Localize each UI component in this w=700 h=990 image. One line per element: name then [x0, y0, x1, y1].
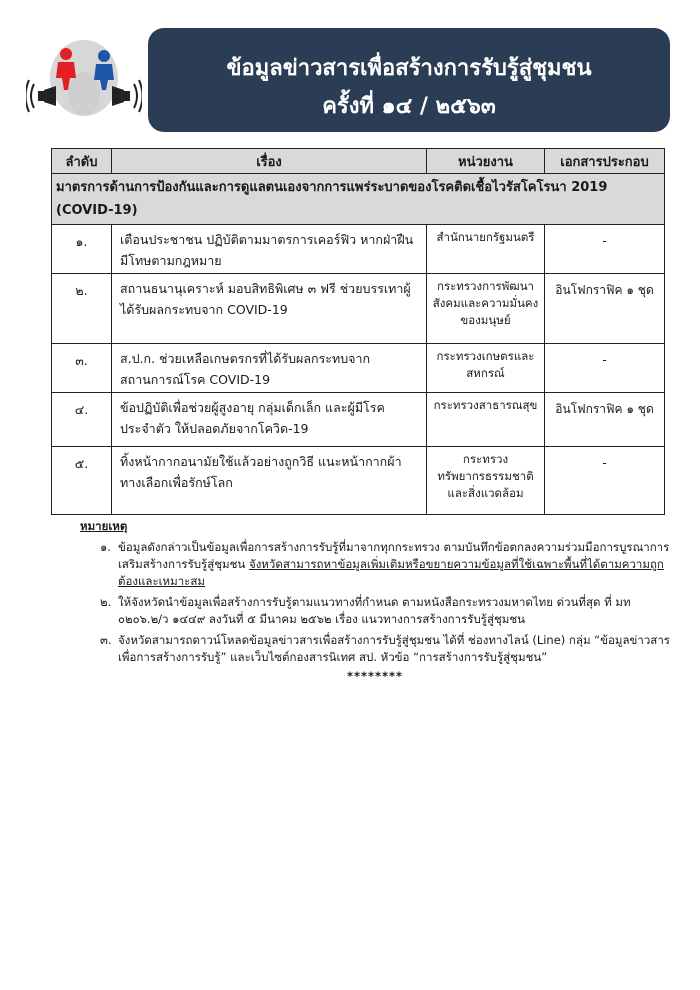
section-row [52, 174, 665, 225]
note-number: ๓. [100, 633, 112, 647]
logo [26, 32, 142, 124]
row-document: อินโฟกราฟิค ๑ ชุด [545, 274, 665, 344]
megaphone-left-icon [44, 86, 56, 106]
table-row [52, 344, 665, 393]
row-number: ๓. [52, 344, 112, 393]
header-document: เอกสารประกอบ [545, 149, 665, 174]
note-number: ๑. [100, 540, 111, 554]
row-agency: กระทรวงสาธารณสุข [427, 393, 545, 447]
table-row [52, 393, 665, 447]
table-header-row [52, 149, 665, 174]
note-text: ให้จังหวัดนำข้อมูลเพื่อสร้างการรับรู้ตามแนวทางที่กำหนด ตามหนังสือกระทรวงมหาดไทย ด่วนที่สุด ที่ มท ๐๒๐๖.๒/ว ๑๔๔๙ ลงวันที่ ๕ มีนาคม ๒๕๖๒ เรื่อง แนวทางการสร้างการรับรู้สู่ชุมชน [118, 595, 631, 626]
row-agency: สำนักนายกรัฐมนตรี [427, 225, 545, 274]
note-item [80, 594, 670, 628]
row-number: ๑. [52, 225, 112, 274]
row-agency: กระทรวงการพัฒนาสังคมและความมั่นคงของมนุษย์ [427, 274, 545, 344]
row-topic: ส.ป.ก. ช่วยเหลือเกษตรกรที่ได้รับผลกระทบจากสถานการณ์โรค COVID-19 [112, 344, 427, 393]
notes-section [80, 518, 670, 685]
notes-heading: หมายเหตุ [80, 519, 128, 533]
note-item [80, 632, 670, 666]
row-document: - [545, 344, 665, 393]
row-document: อินโฟกราฟิค ๑ ชุด [545, 393, 665, 447]
row-agency: กระทรวงทรัพยากรธรรมชาติและสิ่งแวดล้อม [427, 447, 545, 515]
header-agency: หน่วยงาน [427, 149, 545, 174]
table-row [52, 225, 665, 274]
row-number: ๔. [52, 393, 112, 447]
note-item [80, 539, 670, 590]
row-topic: สถานธนานุเคราะห์ มอบสิทธิพิเศษ ๓ ฟรี ช่วยบรรเทาผู้ได้รับผลกระทบจาก COVID-19 [112, 274, 427, 344]
note-number: ๒. [100, 595, 112, 609]
end-marker: ******** [346, 669, 404, 683]
megaphone-right-icon [112, 86, 124, 106]
row-agency: กระทรวงเกษตรและสหกรณ์ [427, 344, 545, 393]
row-topic: เตือนประชาชน ปฏิบัติตามมาตรการเคอร์ฟิว หากฝ่าฝืนมีโทษตามกฎหมาย [112, 225, 427, 274]
table-row [52, 274, 665, 344]
person-red-icon [60, 48, 72, 60]
banner-title: ข้อมูลข่าวสารเพื่อสร้างการรับรู้สู่ชุมชน [226, 56, 592, 81]
row-topic: ทิ้งหน้ากากอนามัยใช้แล้วอย่างถูกวิธี แนะหน้ากากผ้าทางเลือกเพื่อรักษ์โลก [112, 447, 427, 515]
section-title: มาตรการด้านการป้องกันและการดูแลตนเองจากการแพร่ระบาดของโรคติดเชื้อไวรัสโคโรนา 2019 (COVID-19) [52, 174, 665, 225]
row-topic: ข้อปฏิบัติเพื่อช่วยผู้สูงอายุ กลุ่มเด็กเล็ก และผู้มีโรคประจำตัว ให้ปลอดภัยจากโควิด-19 [112, 393, 427, 447]
header-topic: เรื่อง [112, 149, 427, 174]
row-document: - [545, 447, 665, 515]
row-number: ๕. [52, 447, 112, 515]
person-blue-icon [98, 50, 110, 62]
header-order: ลำดับ [52, 149, 112, 174]
banner-issue-number: ครั้งที่ ๑๔ / ๒๕๖๓ [322, 94, 496, 119]
table-row [52, 447, 665, 515]
title-banner [148, 28, 670, 132]
news-table [51, 148, 665, 515]
note-underlined-text: จังหวัดสามารถหาข้อมูลเพิ่มเติมหรือขยายความข้อมูลที่ใช้เฉพาะพื้นที่ได้ตามความถูกต้องและเหมาะสม [118, 557, 664, 588]
row-document: - [545, 225, 665, 274]
note-text: ข้อมูลดังกล่าวเป็นข้อมูลเพื่อการสร้างการรับรู้ที่มาจากทุกกระทรวง ตามบันทึกข้อตกลงความร่วมมือการบูรณาการเสริมสร้างการรับรู้สู่ชุมชน [118, 540, 670, 571]
row-number: ๒. [52, 274, 112, 344]
note-text: จังหวัดสามารถดาวน์โหลดข้อมูลข่าวสารเพื่อสร้างการรับรู้สู่ชุมชน ได้ที่ ช่องทางไลน์ (Line) กลุ่ม “ข้อมูลข่าวสารเพื่อการสร้างการรับรู้” และเว็บไซต์กองสารนิเทศ สป. หัวข้อ “การสร้างการรับรู้สู่ชุมชน” [118, 633, 670, 664]
logo-graphic [26, 32, 142, 124]
